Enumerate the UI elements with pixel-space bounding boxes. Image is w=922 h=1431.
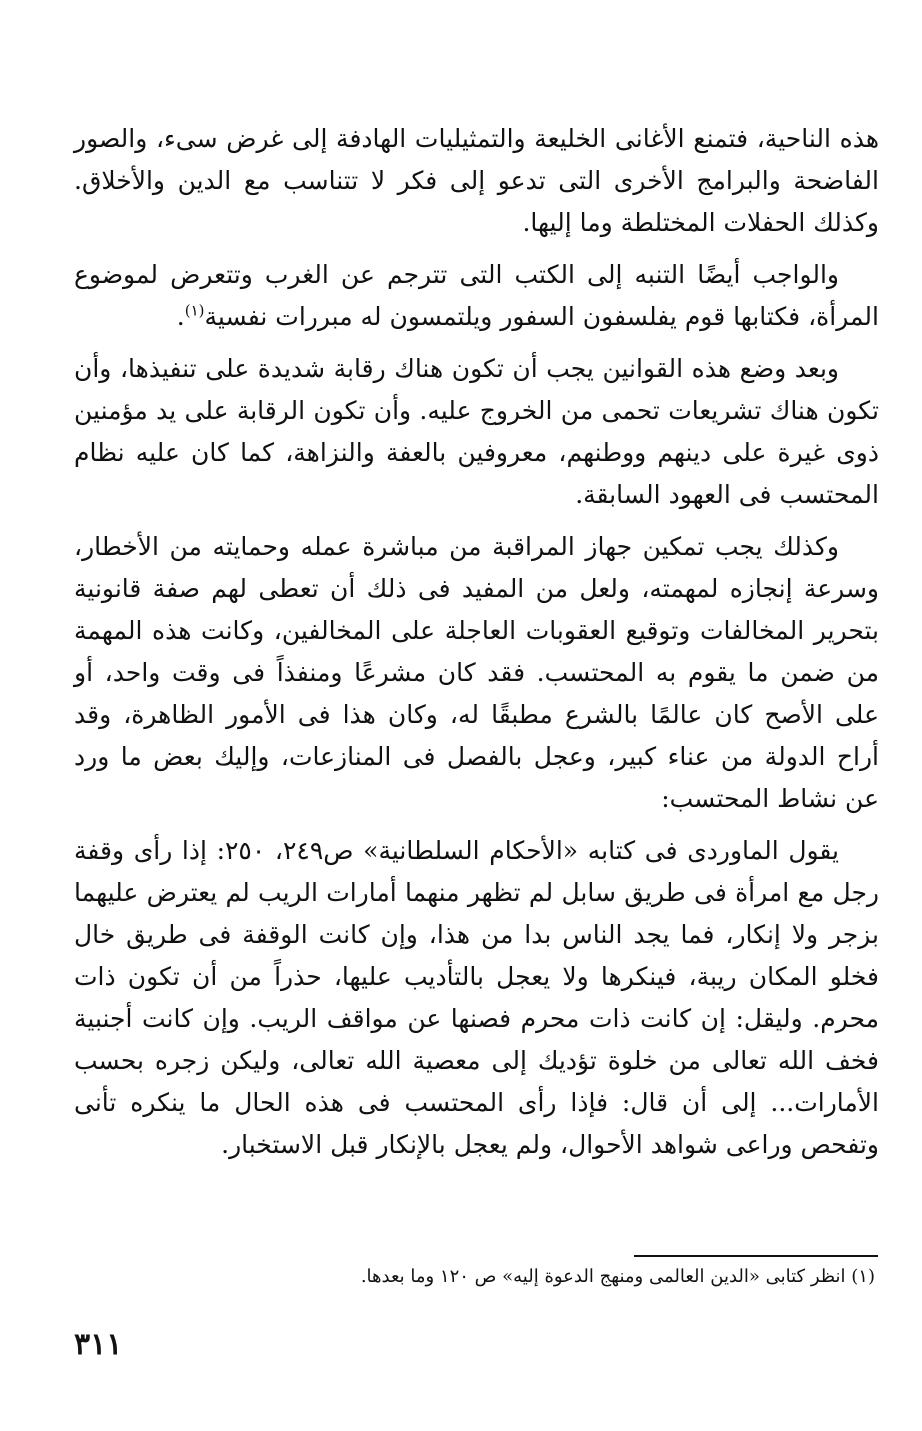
paragraph-2-end: . <box>176 302 185 331</box>
footnote: (١) انظر كتابى «الدين العالمى ومنهج الدعوة إليه» ص ١٢٠ وما بعدها. <box>360 1266 875 1287</box>
main-text <box>74 118 879 1176</box>
footnote-divider <box>634 1255 878 1257</box>
paragraph-1: هذه الناحية، فتمنع الأغانى الخليعة والتمثيليات الهادفة إلى غرض سىء، والصور الفاضحة والبرامج الأخرى التى تدعو إلى فكر لا تتناسب مع الدين والأخلاق. وكذلك الحفلات المختلطة وما إليها. <box>74 124 879 237</box>
paragraph-2-text: والواجب أيضًا التنبه إلى الكتب التى تترجم عن الغرب وتتعرض لموضوع المرأة، فكتابها قوم يفلسفون السفور ويلتمسون له مبررات نفسية <box>74 260 879 331</box>
footnote-reference: (١) <box>184 301 205 320</box>
page-number: ٣١١ <box>74 1327 123 1362</box>
paragraph-4: وكذلك يجب تمكين جهاز المراقبة من مباشرة عمله وحمايته من الأخطار، وسرعة إنجازه لمهمته، ولعل من المفيد فى ذلك أن تعطى لهم صفة قانونية بتحرير المخالفات وتوقيع العقوبات العاجلة على المخالفين، وكانت هذه المهمة من ضمن ما يقوم به المحتسب. فقد كان مشرعًا ومنفذاً فى وقت واحد، أو على الأصح كان عالمًا بالشرع مطبقًا له، وكان هذا فى الأمور الظاهرة، وقد أراح الدولة من عناء كبير، وعجل بالفصل فى المنازعات، وإليك بعض ما ورد عن نشاط المحتسب: <box>74 532 879 813</box>
paragraph-2 <box>74 254 879 338</box>
paragraph-5: يقول الماوردى فى كتابه «الأحكام السلطانية» ص٢٤٩، ٢٥٠: إذا رأى وقفة رجل مع امرأة فى طريق سابل لم تظهر منهما أمارات الريب لم يعترض عليهما بزجر ولا إنكار، فما يجد الناس بدا من هذا، وإن كانت الوقفة فى طريق خال فخلو المكان ريبة، فينكرها ولا يعجل بالتأديب عليها، حذراً من أن تكون ذات محرم. وليقل: إن كانت ذات محرم فصنها عن مواقف الريب. وإن كانت أجنبية فخف الله تعالى من خلوة تؤديك إلى معصية الله تعالى، وليكن زجره بحسب الأمارات... إلى أن قال: فإذا رأى المحتسب فى هذه الحال ما ينكره تأنى وتفحص وراعى شواهد الأحوال، ولم يعجل بالإنكار قبل الاستخبار. <box>74 836 879 1159</box>
paragraph-3: وبعد وضع هذه القوانين يجب أن تكون هناك رقابة شديدة على تنفيذها، وأن تكون هناك تشريعات تحمى من الخروج عليه. وأن تكون الرقابة على يد مؤمنين ذوى غيرة على دينهم ووطنهم، معروفين بالعفة والنزاهة، كما كان عليه نظام المحتسب فى العهود السابقة. <box>74 354 879 509</box>
